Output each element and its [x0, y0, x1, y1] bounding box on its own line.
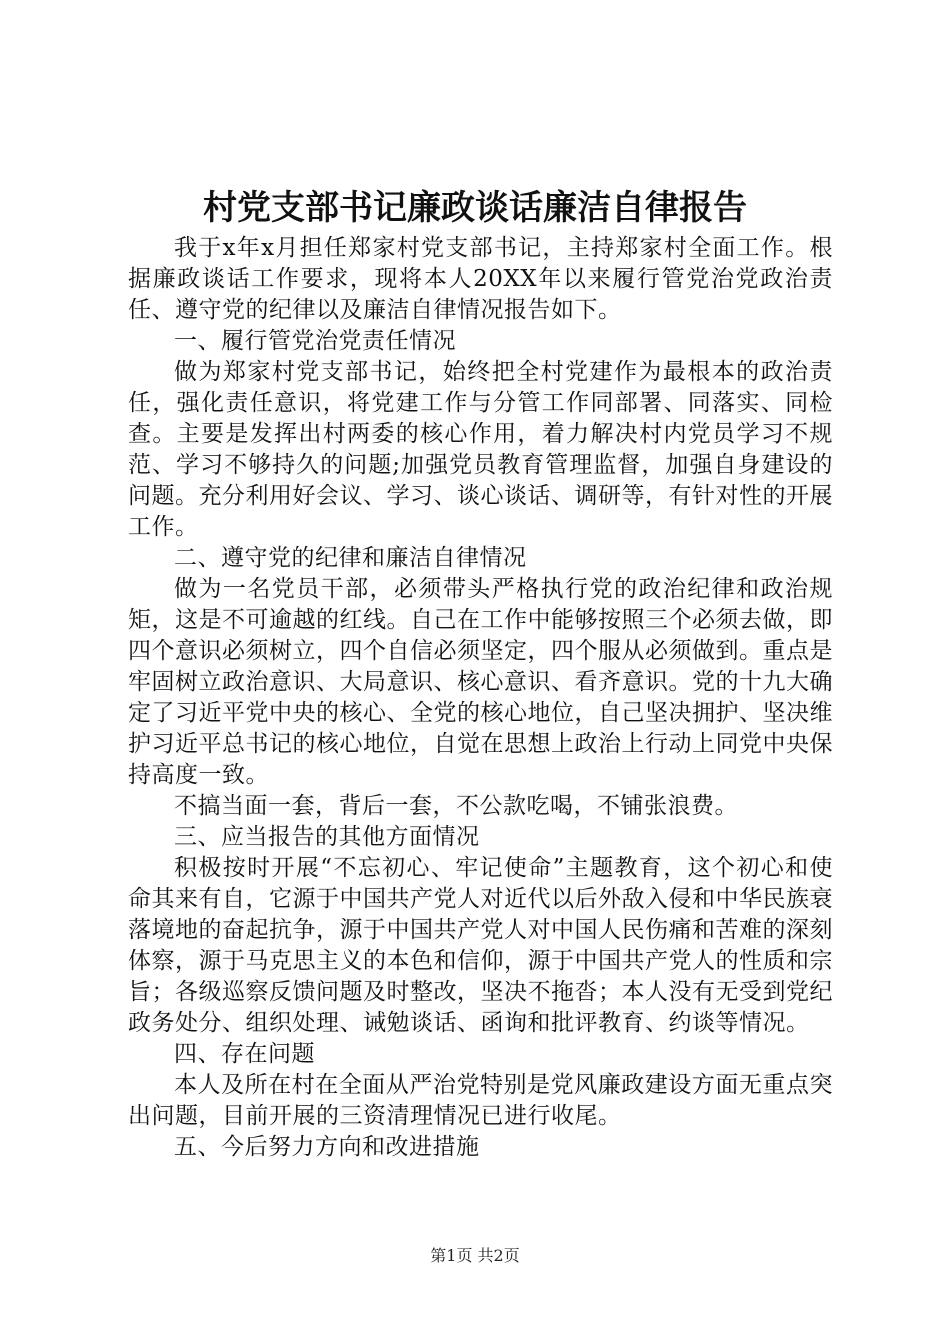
- section-3-paragraph: 积极按时开展“不忘初心、牢记使命”主题教育，这个初心和使命其来有自，它源于中国共产党人对近代以后外敌入侵和中华民族衰落境地的奋起抗争，源于中国共产党人对中国人民伤痛和苦难的深刻体察，源于马克思主义的本色和信仰，源于中国共产党人的性质和宗旨；各级巡察反馈问题及时整改，坚决不拖沓；本人没有无受到党纪政务处分、组织处理、诫勉谈话、函询和批评教育、约谈等情况。: [128, 855, 833, 1036]
- intro-paragraph: 我于x年x月担任郑家村党支部书记，主持郑家村全面工作。根据廉政谈话工作要求，现将本人20XX年以来履行管党治党政治责任、遵守党的纪律以及廉洁自律情况报告如下。: [128, 235, 833, 323]
- section-2-paragraph: 做为一名党员干部，必须带头严格执行党的政治纪律和政治规矩，这是不可逾越的红线。自己在工作中能够按照三个必须去做，即四个意识必须树立，四个自信必须坚定，四个服从必须做到。重点是牢固树立政治意识、大局意识、核心意识、看齐意识。党的十九大确定了习近平党中央的核心、全党的核心地位，自己坚决拥护、坚决维护习近平总书记的核心地位，自觉在思想上政治上行动上同党中央保持高度一致。: [128, 576, 833, 788]
- section-1-paragraph: 做为郑家村党支部书记，始终把全村党建作为最根本的政治责任，强化责任意识，将党建工作与分管工作同部署、同落实、同检查。主要是发挥出村两委的核心作用，着力解决村内党员学习不规范、学习不够持久的问题;加强党员教育管理监督，加强自身建设的问题。充分利用好会议、学习、谈心谈话、调研等，有针对性的开展工作。: [128, 359, 833, 540]
- section-heading-3: 三、应当报告的其他方面情况: [174, 824, 480, 850]
- page-footer: 第1页 共2页: [430, 1246, 520, 1265]
- document-body: [128, 233, 833, 1163]
- section-heading-4: 四、存在问题: [174, 1041, 315, 1067]
- document-title: 村党支部书记廉政谈话廉洁自律报告: [203, 188, 747, 228]
- section-2-paragraph-2: 不搞当面一套，背后一套，不公款吃喝，不铺张浪费。: [174, 793, 738, 819]
- section-heading-1: 一、履行管党治党责任情况: [174, 328, 456, 354]
- section-4-paragraph: 本人及所在村在全面从严治党特别是党风廉政建设方面无重点突出问题，目前开展的三资清理情况已进行收尾。: [128, 1072, 833, 1129]
- section-heading-2: 二、遵守党的纪律和廉洁自律情况: [174, 545, 527, 571]
- section-heading-5: 五、今后努力方向和改进措施: [174, 1134, 480, 1160]
